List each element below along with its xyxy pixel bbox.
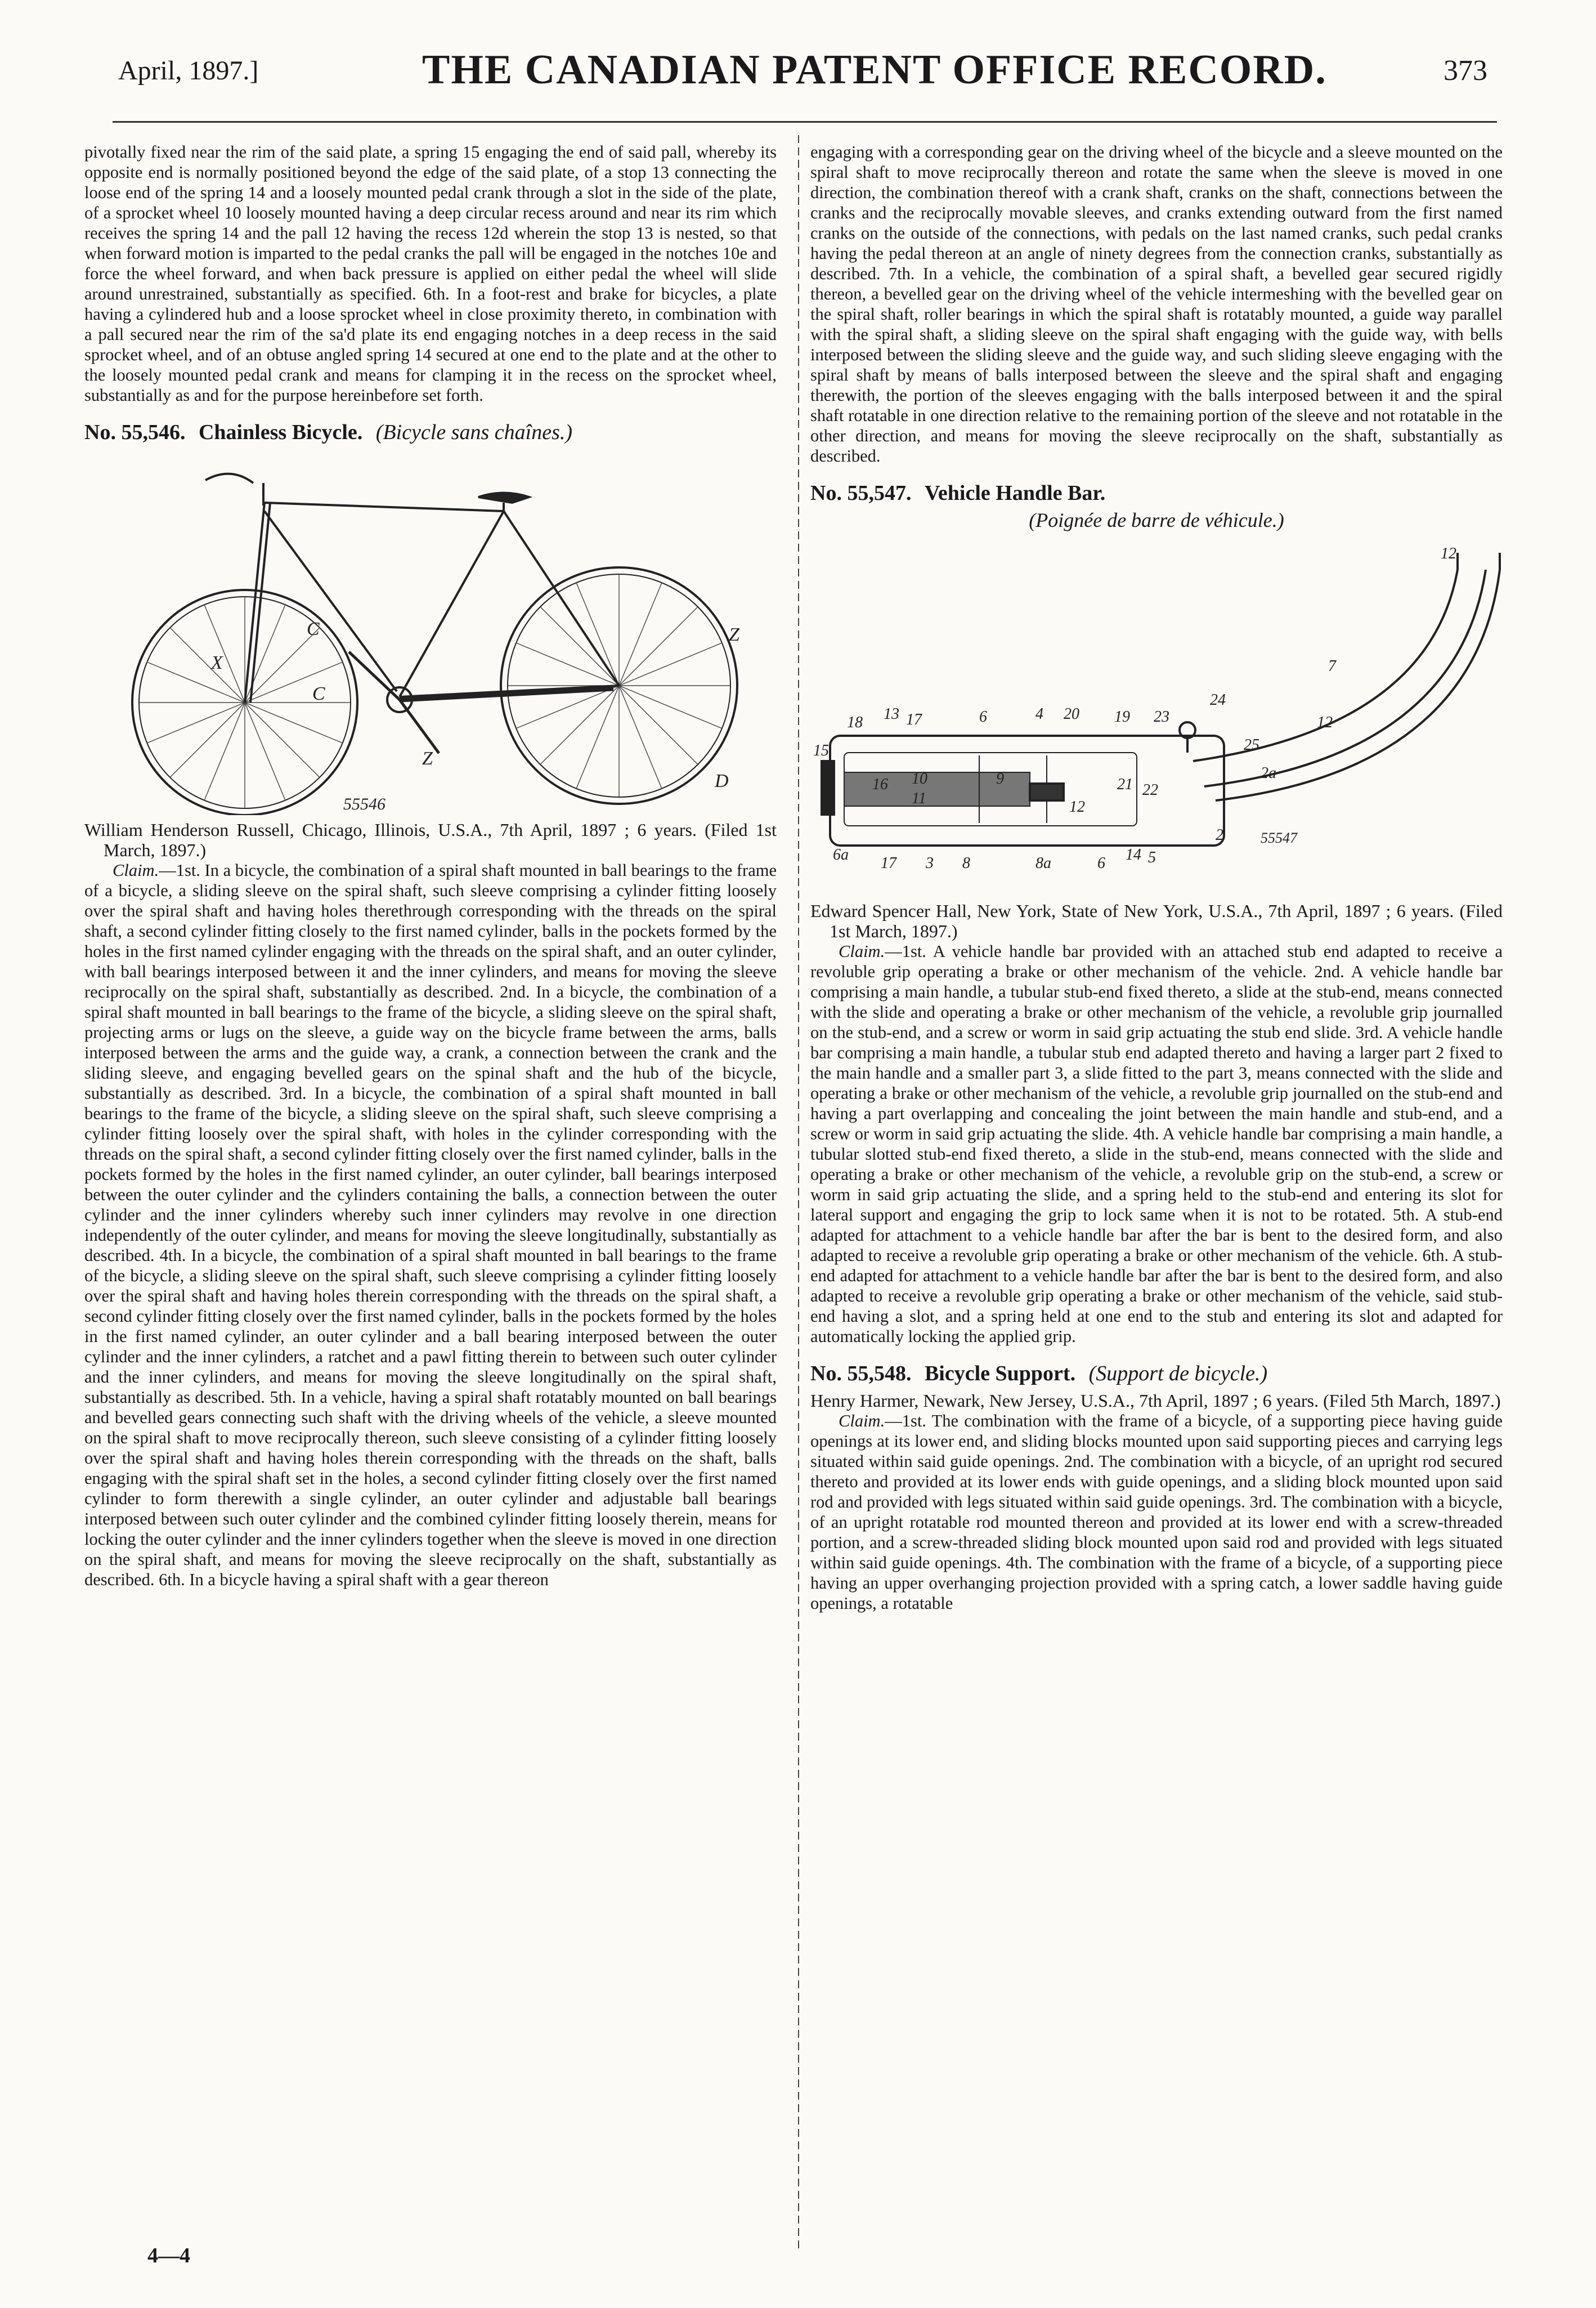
patent-french-name: (Poignée de barre de véhicule.) [1029,509,1284,531]
page-header [0,0,1596,129]
figure-mark: 4 [1035,705,1043,723]
patent-heading-55548 [810,1363,1503,1384]
patent-name: Chainless Bicycle. [198,421,363,444]
handlebar [205,474,253,483]
claim-text [810,941,1503,1347]
figure-mark: 10 [912,770,927,788]
figure-mark: 21 [1117,776,1133,793]
figure-mark: 12 [1317,714,1333,731]
figure-mark: 5 [1148,849,1156,866]
figure-mark: 17 [906,711,922,728]
figure-label: 55546 [343,795,385,813]
column-divider [798,135,799,2252]
figure-mark: 11 [912,790,926,807]
patent-french-name: (Support de bicycle.) [1088,1362,1268,1385]
claim-body: —1st. The combination with the frame of a bicycle, of a supporting piece having guide openings at its lower end, and sliding blocks mounted upon said supporting pieces and carrying legs situated within said guide openings. 2nd. The combination with a bicycle, of an upright rod secured thereto and provided at its lower ends with guide openings, and a sliding block mounted upon said rod and provided with legs situated within said guide openings. 3rd. The combination with a bicycle, of an upright rotatable rod mounted thereon and provided at its lower end with a screw-threaded portion, and a screw-threaded sliding block mounted upon said rod and provided with legs situated within said guide openings. 4th. The combination with the frame of a bicycle, of a supporting piece having an upper overhanging projection provided with a spring catch, a lower saddle having guide openings, a rotatable [810,1411,1503,1613]
figure-mark: 24 [1210,691,1226,709]
vehicle-handle-bar-figure [810,536,1503,896]
down-tube [264,511,397,691]
claim-text [84,860,777,1590]
claim-text [810,1411,1503,1613]
journal-title: THE CANADIAN PATENT OFFICE RECORD. [422,47,1327,93]
figure-mark: 12 [1441,545,1456,562]
figure-mark: 6 [979,708,987,726]
patent-heading-55546 [84,422,777,442]
saddle [478,493,529,503]
figure-mark: 2a [1261,764,1276,782]
figure-mark: 6 [1097,855,1105,872]
signature-mark: 4—4 [147,2244,190,2267]
patent-number: No. 55,546. [84,421,186,444]
figure-mark: C [307,619,320,639]
figure-mark: 20 [1064,705,1079,723]
figure-mark: 14 [1126,846,1141,864]
figure-mark: 3 [926,855,934,872]
figure-mark: 19 [1114,708,1130,726]
claim-lead: Claim. [113,861,159,880]
figure-mark: 8a [1035,855,1051,872]
patent-number: No. 55,548. [810,1362,912,1385]
figure-mark: 9 [996,770,1004,788]
continued-claims-text: pivotally fixed near the rim of the said plate, a spring 15 engaging the end of said pall, whereby its opposite end is normally positioned beyond the edge of the said plate, of a stop 13 connecting the loose end of the spring 14 and a loosely mounted pedal crank through a slot in the side of the plate, of a sprocket wheel 10 loosely mounted having a deep circular recess around and near its rim which receives the spring 14 and the pall 12 having the recess 12d wherein the stop 13 is nested, so that when forward motion is imparted to the pedal cranks the pall will be engaged in the notches 10e and force the wheel forward, and when back pressure is applied on either pedal the wheel will slide around unrestrained, substantially as specified. 6th. In a foot-rest and brake for bicycles, a plate having a cylindered hub and a loose sprocket wheel in close proximity thereto, in combination with a pall secured near the rim of the sa'd plate its end engaging notches in a deep recess in the said sprocket wheel, and of an obtuse angled spring 14 secured at one end to the plate and at the other to the loosely mounted pedal crank and means for clamping it in the recess on the sprocket wheel, substantially as and for the purpose hereinbefore set forth. [84,142,777,405]
spiral-shaft [400,688,613,700]
figure-mark: D [715,771,729,791]
figure-mark: 12 [1069,798,1085,816]
page-number: 373 [1443,55,1487,87]
patent-name: Vehicle Handle Bar. [924,481,1106,505]
handle-bar-outer [1193,570,1458,761]
figure-mark: 13 [884,705,899,723]
seat-tube [400,511,504,697]
figure-mark: 16 [872,776,888,793]
continued-claims-text: engaging with a corresponding gear on the driving wheel of the bicycle and a sleeve mounted on the spiral shaft to move reciprocally thereon and rotate the same when the sleeve is moved in one direction, the combination thereof with a crank shaft, cranks on the shaft, connections between the cranks and the reciprocally movable sleeves, and cranks extending outward from the first named cranks on the outside of the connections, with pedals on the last named cranks, such pedal cranks having the pedal thereon at an angle of ninety degrees from the connection cranks, substantially as described. 7th. In a vehicle, the combination of a spiral shaft, a bevelled gear secured rigidly thereon, a bevelled gear on the driving wheel of the vehicle intermeshing with the bevelled gear on the spiral shaft, roller bearings in which the spiral shaft is rotatably mounted, a guide way parallel with the spiral shaft, a sliding sleeve on the spiral shaft engaging with the guide way, with bells interposed between the sliding sleeve and the guide way, and such sliding sleeve engaging with the spiral shaft by means of balls interposed between the sleeve and the spiral shaft and engaging therewith, the portion of the sleeves engaging with the balls interposed between it and the spiral shaft rotatable in one direction relative to the remaining portion of the sleeve and not rotatable in the other direction, and means for moving the sleeve reciprocally on the shaft, substantially as described. [810,142,1503,466]
left-column [84,142,777,1590]
patent-number: No. 55,547. [810,481,912,505]
right-column [810,142,1503,1613]
figure-mark: C [312,683,325,704]
claim-lead: Claim. [839,942,885,961]
top-tube [264,503,504,511]
figure-mark: 15 [813,742,829,759]
patent-french-name: (Bicycle sans chaînes.) [375,421,573,444]
header-rule [113,121,1497,123]
figure-mark: X [211,652,223,673]
figure-mark: 17 [881,855,896,872]
claim-body: —1st. A vehicle handle bar provided with an attached stub end adapted to receive a revoluble grip operating a brake or other mechanism of the vehicle. 2nd. A vehicle handle bar comprising a main handle, a tubular stub-end fixed thereto, a slide at the stub-end, means connected with the slide and operating a brake or other mechanism of the vehicle, a revoluble grip journalled on the stub-end, and a screw or worm in said grip actuating the stub end slide. 3rd. A vehicle handle bar comprising a main handle, a tubular stub end adapted thereto and having a larger part 2 fixed to the main handle and a smaller part 3, a slide fitted to the part 3, means connected with the slide and operating a brake or other mechanism of the vehicle, a revoluble grip journalled on the stub-end and having a part overlapping and concealing the joint between the main handle and stub-end, and a screw or worm in said grip actuating the slide. 4th. A vehicle handle bar comprising a main handle, a tubular slotted stub-end fixed thereto, a slide in the stub-end, means connected with the slide and operating a brake or other mechanism of the vehicle, a revoluble grip on the stub-end, a screw or worm in said grip actuating the slide, and a spring held to the stub-end and entering its slot for lateral support and engaging the grip to lock same when it is not to be rotated. 5th. A stub-end adapted for attachment to a vehicle handle bar after the bar is bent to the desired form, and also adapted to receive a revoluble grip operating a brake or other mechanism of the vehicle. 6th. A stub-end adapted for attachment to a vehicle handle bar after the bar is bent to the desired form, and also adapted to receive a revoluble grip operating a brake or other mechanism of the vehicle, said stub-end having a slot, and a spring held at one end to the stub and entering its slot and adapted for automatically locking the applied grip. [810,942,1503,1346]
claim-lead: Claim. [839,1411,885,1430]
figure-mark: Z [729,624,739,645]
inventor-line: William Henderson Russell, Chicago, Illinois, U.S.A., 7th April, 1897 ; 6 years. (Filed 1st March, 1897.) [84,820,777,860]
inventor-line: Henry Harmer, Newark, New Jersey, U.S.A., 7th April, 1897 ; 6 years. (Filed 5th March, 1897.) [810,1390,1501,1411]
figure-mark: 7 [1328,657,1336,675]
figure-mark: 6a [833,846,849,864]
claim-body: —1st. In a bicycle, the combination of a spiral shaft mounted in ball bearings to the frame of a bicycle, a sliding sleeve on the spiral shaft, such sleeve comprising a cylinder fitting loosely over the spiral shaft and having holes therethrough corresponding with the threads on the spiral shaft, a second cylinder fitting closely to the first named cylinder, balls in the pockets formed by the holes in the first named cylinder engaging with the threads on the spiral shaft, and an outer cylinder, with ball bearings interposed between it and the inner cylinders, and means for moving the sleeve reciprocally on the spiral shaft, substantially as described. 2nd. In a bicycle, the combination of a spiral shaft mounted in ball bearings to the frame of the bicycle, a sliding sleeve on the spiral shaft, projecting arms or lugs on the sleeve, a guide way on the bicycle frame between the arms, balls interposed between the arms and the guide way, a crank, a connection between the crank and the sliding sleeve, and engaging bevelled gears on the spinal shaft and the hub of the bicycle, substantially as described. 3rd. In a bicycle, the combination of a spiral shaft mounted in ball bearings to the frame of the bicycle, a sliding sleeve on the spiral shaft, such sleeve comprising a cylinder fitting loosely over the spiral shaft, with holes in the cylinder corresponding with the threads on the spiral shaft, a second cylinder fitting closely over the first named cylinder, balls in the pockets formed by the holes in the first named cylinder, an outer cylinder, ball bearings interposed between the outer cylinder and the cylinders containing the balls, a connection between the outer cylinder and the inner cylinders whereby such inner cylinders may revolve in one direction independently of the outer cylinder, and means for moving the sleeve longitudinally, substantially as described. 4th. In a bicycle, the combination of a spiral shaft mounted in ball bearings to the frame of the bicycle, a sliding sleeve on the spiral shaft, such sleeve comprising a cylinder fitting loosely over the spiral shaft and having holes therein corresponding with the threads on the spiral shaft, a second cylinder fitting closely over the first named cylinder, balls in the pockets formed by the holes in the first named cylinder, an outer cylinder and a ball bearing interposed between the outer cylinder and the inner cylinders, a ratchet and a pawl fitting therein to between such outer cylinder and the inner cylinders, and means for moving the sleeve longitudinally on the spiral shaft, substantially as described. 5th. In a vehicle, having a spiral shaft rotatably mounted on ball bearings and bevelled gears connecting such shaft with the driving wheels of the vehicle, a sleeve mounted on the spiral shaft to move reciprocally thereon, such sleeve consisting of a cylinder fitting loosely over the spiral shaft and having holes therein corresponding with the threads on the shaft, balls engaging with the spiral shaft set in the holes, a second cylinder fitting closely over the first named cylinder to form therewith a single cylinder, an outer cylinder and adjustable ball bearings interposed between such outer cylinder and the combined cylinder fitting loosely therein, means for locking the outer cylinder and the inner cylinders together when the sleeve is moved in one direction on the spiral shaft, and means for moving the sleeve reciprocally on the shaft, substantially as described. 6th. In a bicycle having a spiral shaft with a gear thereon [84,861,777,1589]
figure-label: 55547 [1261,830,1297,846]
figure-mark: 23 [1154,708,1169,726]
seat-stay [504,511,619,686]
figure-mark: 18 [847,714,863,731]
header-date: April, 1897.] [118,56,259,86]
figure-mark: 22 [1142,781,1158,799]
figure-mark: 25 [1244,736,1259,754]
chainless-bicycle-figure [84,449,777,815]
fork [245,503,264,703]
figure-mark: Z [422,748,433,769]
figure-mark: 8 [962,855,970,872]
patent-name: Bicycle Support. [924,1362,1076,1385]
patent-heading-55547 [810,483,1503,503]
inventor-line: Edward Spencer Hall, New York, State of New York, U.S.A., 7th April, 1897 ; 6 years. (Filed 1st March, 1897.) [810,901,1503,941]
figure-mark: 2 [1216,826,1223,844]
